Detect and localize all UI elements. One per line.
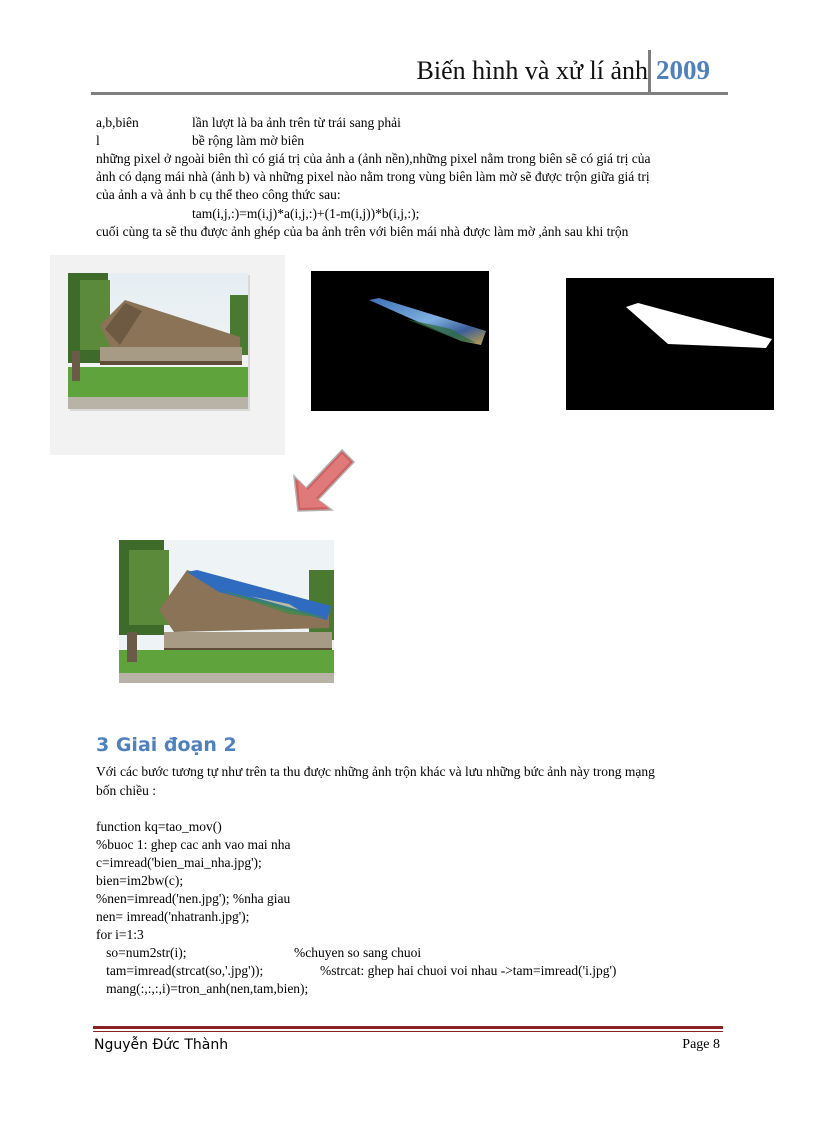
image-b-roof-texture [311,271,489,411]
roof-texture [311,271,489,411]
code-line: c=imread('bien_mai_nha.jpg'); [96,855,262,870]
image-c-roof-mask [566,278,774,410]
arrow-down-left-icon [290,440,360,515]
blended-photo [119,540,334,683]
header-separator [648,50,651,94]
header-rule [91,92,728,95]
def-desc-2: bề rộng làm mờ biên [192,133,305,148]
code-line: function kq=tao_mov() [96,819,222,834]
paragraph-line: những pixel ở ngoài biên thì có giá trị của ảnh a (ảnh nền),những pixel nằm trong biên sẽ có giá trị của [96,151,651,166]
section-intro-line: Với các bước tương tự như trên ta thu được những ảnh trộn khác và lưu những bức ảnh này trong mạng [96,764,655,779]
footer-rule [93,1026,723,1029]
paragraph-line: cuối cùng ta sẽ thu được ảnh ghép của ba ảnh trên với biên mái nhà được làm mờ ,ảnh sau khi trộn [96,224,629,239]
code-line: for i=1:3 [96,927,144,942]
image-blended-result [119,540,334,683]
def-term-2: l [96,133,100,148]
header-year: 2009 [656,55,710,85]
code-comment: %chuyen so sang chuoi [294,945,422,960]
code-line: %nen=imread('nen.jpg'); %nha giau [96,891,291,906]
house-photo [50,255,285,455]
footer-page-number: Page 8 [682,1037,720,1052]
code-line: mang(:,:,:,i)=tron_anh(nen,tam,bien); [96,981,309,996]
code-line: %buoc 1: ghep cac anh vao mai nha [96,837,291,852]
def-term-1: a,b,biên [96,115,139,130]
def-desc-1: lần lượt là ba ảnh trên từ trái sang phải [192,115,401,130]
footer-author: Nguyễn Đức Thành [94,1037,229,1053]
paragraph-line: của ảnh a và ảnh b cụ thể theo công thức sau: [96,187,341,202]
section-heading: 3 Giai đoạn 2 [96,734,237,756]
code-comment: %strcat: ghep hai chuoi voi nhau ->tam=imread('i.jpg') [320,963,617,978]
paragraph-line: ảnh có dạng mái nhà (ảnh b) và những pixel nào nằm trong vùng biên làm mờ sẽ được trộn giữa giá trị [96,169,650,184]
image-a-background [50,255,285,455]
header-title: Biến hình và xử lí ảnh [416,56,648,85]
formula: tam(i,j,:)=m(i,j)*a(i,j,:)+(1-m(i,j))*b(i,j,:); [192,206,420,221]
code-line: nen= imread('nhatranh.jpg'); [96,909,250,924]
roof-mask [566,278,774,410]
code-line: bien=im2bw(c); [96,873,184,888]
code-line: so=num2str(i); [96,945,187,960]
section-intro-line: bốn chiều : [96,783,156,798]
footer-rule-thin [93,1031,723,1032]
code-line: tam=imread(strcat(so,'.jpg')); [96,963,264,978]
